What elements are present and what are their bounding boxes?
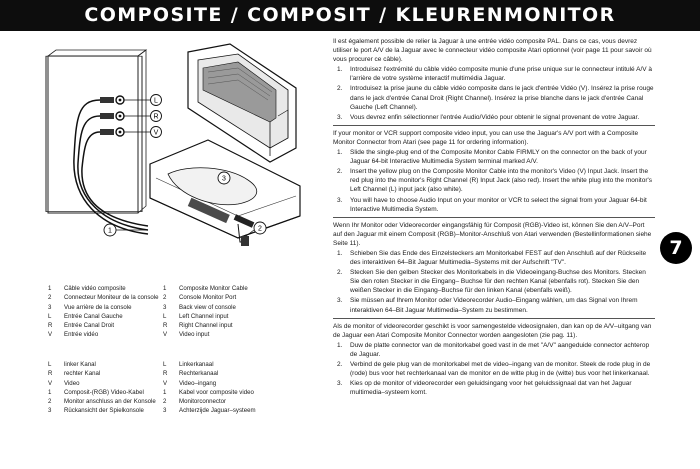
step-item: 1. Slide the single-plug end of the Composite Monitor Cable FIRMLY on the connector on the back of your Jaguar 64-bit Interactive Multimedia System terminal marked A/V. [337, 149, 647, 166]
legend-german [48, 360, 168, 416]
legend-item: L Linkerkanaal [163, 361, 214, 368]
legend-item: 3 Achterzijde Jaguar–systeem [163, 407, 256, 415]
connection-diagram-illustration [38, 38, 308, 250]
page-number-badge: 7 [660, 232, 692, 264]
legend-item: 2 Console Monitor Port [163, 294, 237, 302]
legend-item: 1 Composit-(RGB) Video-Kabel [48, 388, 144, 396]
legend-english [163, 284, 283, 340]
callout-2: 2 [258, 225, 262, 233]
instructions-column [333, 37, 655, 403]
jack-labels [124, 95, 162, 138]
section-english [333, 129, 655, 218]
legend-item: 3 Back view of console [163, 303, 236, 311]
step-item: 1. Schieben Sie das Ende des Einzelsteckers am Monitorkabel FEST auf den Anschluß auf der Rückseite des interaktiven 64–Bit Jaguar Multimedia–Systems mit der Aufschrift "TV". [337, 249, 647, 267]
legend-item: 3 Rückansicht der Spielkonsole [48, 407, 144, 415]
jack-label-r: R [153, 113, 159, 121]
legend-item: R Entrée Canal Droit [48, 322, 115, 330]
legend-french [48, 284, 168, 340]
legend-item: 2 Monitor anschluss an der Konsole [48, 398, 156, 406]
section-intro: If your monitor or VCR support composite video input, you can use the Jaguar's A/V port with a Composite Monitor Connector from Atari (see page 11 for ordering information). [333, 129, 639, 146]
legend-dutch [163, 360, 283, 416]
step-item: 3. Vous devrez enfin sélectionner l'entrée Audio/Vidéo pour obtenir le signal provenant de votre Jaguar. [337, 113, 640, 121]
legend-item: L Left Channel input [163, 312, 229, 320]
legend-item: V Video–ingang [163, 379, 217, 387]
legend-item: 1 Kabel voor composite video [163, 388, 254, 396]
step-item: 2. Stecken Sie den gelben Stecker des Monitorkabels in die Videoeingang-Buchse des Monitors. Stecken Sie den roten Stecker in die Eingang– Buchse für den rechten Kanal (ebenfalls rot). Stecken Sie den weißen Stecker in die Eingang–Buchse für den linken Kanal (ebenfalls weiß). [337, 269, 646, 295]
step-item: 3. You will have to choose Audio Input on your monitor or VCR to select the signal from your Jaguar 64-bit Interactive Multimedia System. [337, 196, 647, 213]
legend-item: 1 Câble vidéo composite [48, 285, 126, 292]
section-french [333, 37, 655, 126]
legend-item: L Entrée Canal Gauche [48, 312, 123, 320]
legend-item: 2 Connecteur Moniteur de la console [48, 294, 159, 302]
legend-item: L linker Kanal [48, 361, 96, 368]
step-item: 3. Kies op de monitor of videorecorder een geluidsingang voor het geluidssignaal dat van het Jaguar multimedia–systeem komt. [337, 380, 632, 397]
legend-item: 2 Monitorconnector [163, 398, 227, 406]
step-item: 2. Introduisez la prise jaune du câble vidéo composite dans le jack d'entrée Vidéo (V). Insérez la prise rouge dans le jack d'entrée Canal Droit (Right Channel). Insérez la prise blanche dans le jack d'entrée Canal Gauche (Left Channel). [337, 85, 654, 111]
section-intro: Il est également possible de relier la Jaguar à une entrée vidéo composite PAL. Dans ce cas, vous devrez utiliser le port A/V de la Jaguar avec le connecteur vidéo composite Atari optionnel (voir page 11 pour savoir où vous procurer ce câble). [333, 38, 652, 64]
jack-label-v: V [153, 129, 159, 137]
step-item: 2. Verbind de gele plug van de monitorkabel met de video–ingang van de monitor. Steek de rode plug in de (rode) bus voor het rechterkanaal van de monitor en de witte plug in de (witte) bus voor het linkerkanaal. [337, 361, 651, 378]
step-item: 3. Sie müssen auf Ihrem Monitor oder Videorecorder Audio–Eingang wählen, um das Signal von Ihrem interaktiven 64–Bit Jaguar Multimedia–System zu bestimmen. [337, 297, 638, 314]
connection-diagram [38, 38, 308, 250]
step-item: 1. Introduisez l'extrémité du câble vidéo composite munie d'une prise unique sur le connecteur intitulé A/V à l'arrière de votre système interactif multimédia Jaguar. [337, 66, 653, 83]
legend-item: R Right Channel input [163, 322, 233, 330]
callout-1: 1 [108, 227, 112, 235]
legend-item: V Video [48, 379, 80, 387]
legend-item: R rechter Kanal [48, 370, 101, 378]
section-intro: Als de monitor of videorecorder geschikt is voor samengestelde videosignalen, dan kan op de A/V–uitgang van de Jaguar een Atari Composite Monitor Connector worden aangesloten (zie pag. 11). [333, 322, 652, 339]
legend-item: V Entrée vidéo [48, 331, 99, 339]
section-intro: Wenn Ihr Monitor oder Videorecorder eingangsfähig für Composit (RGB)-Video ist, können Sie den A/V–Port auf den Jaguar mit einem Composit (RGB)–Monitor-Anschluß von Atari verwenden (Bestellinformationen siehe Seite 11). [333, 221, 652, 247]
step-item: 2. Insert the yellow plug on the Composite Monitor Cable into the monitor's Video (V) Input Jack. Insert the red plug into the monitor's Right Channel (R) Input Jack (also red). Insert the white plug into the monitor's Left Channel (L) input jack (also white). [337, 168, 652, 194]
legend-item: V Video input [163, 331, 210, 339]
section-dutch [333, 322, 655, 401]
legend-item: 1 Composite Monitor Cable [163, 285, 248, 292]
page-title: COMPOSITE / COMPOSIT / KLEURENMONITOR [0, 0, 700, 31]
monitor-jack-panel [46, 50, 146, 213]
callout-3: 3 [222, 175, 226, 183]
legend-item: R Rechterkanaal [163, 370, 219, 378]
jack-label-l: L [154, 97, 158, 105]
section-german [333, 221, 655, 319]
legend-item: 3 Vue arrière de la console [48, 303, 132, 311]
step-item: 1. Duw de platte connector van de monitorkabel goed vast in de met "A/V" aangeduide connector achterop de Jaguar. [337, 341, 650, 358]
